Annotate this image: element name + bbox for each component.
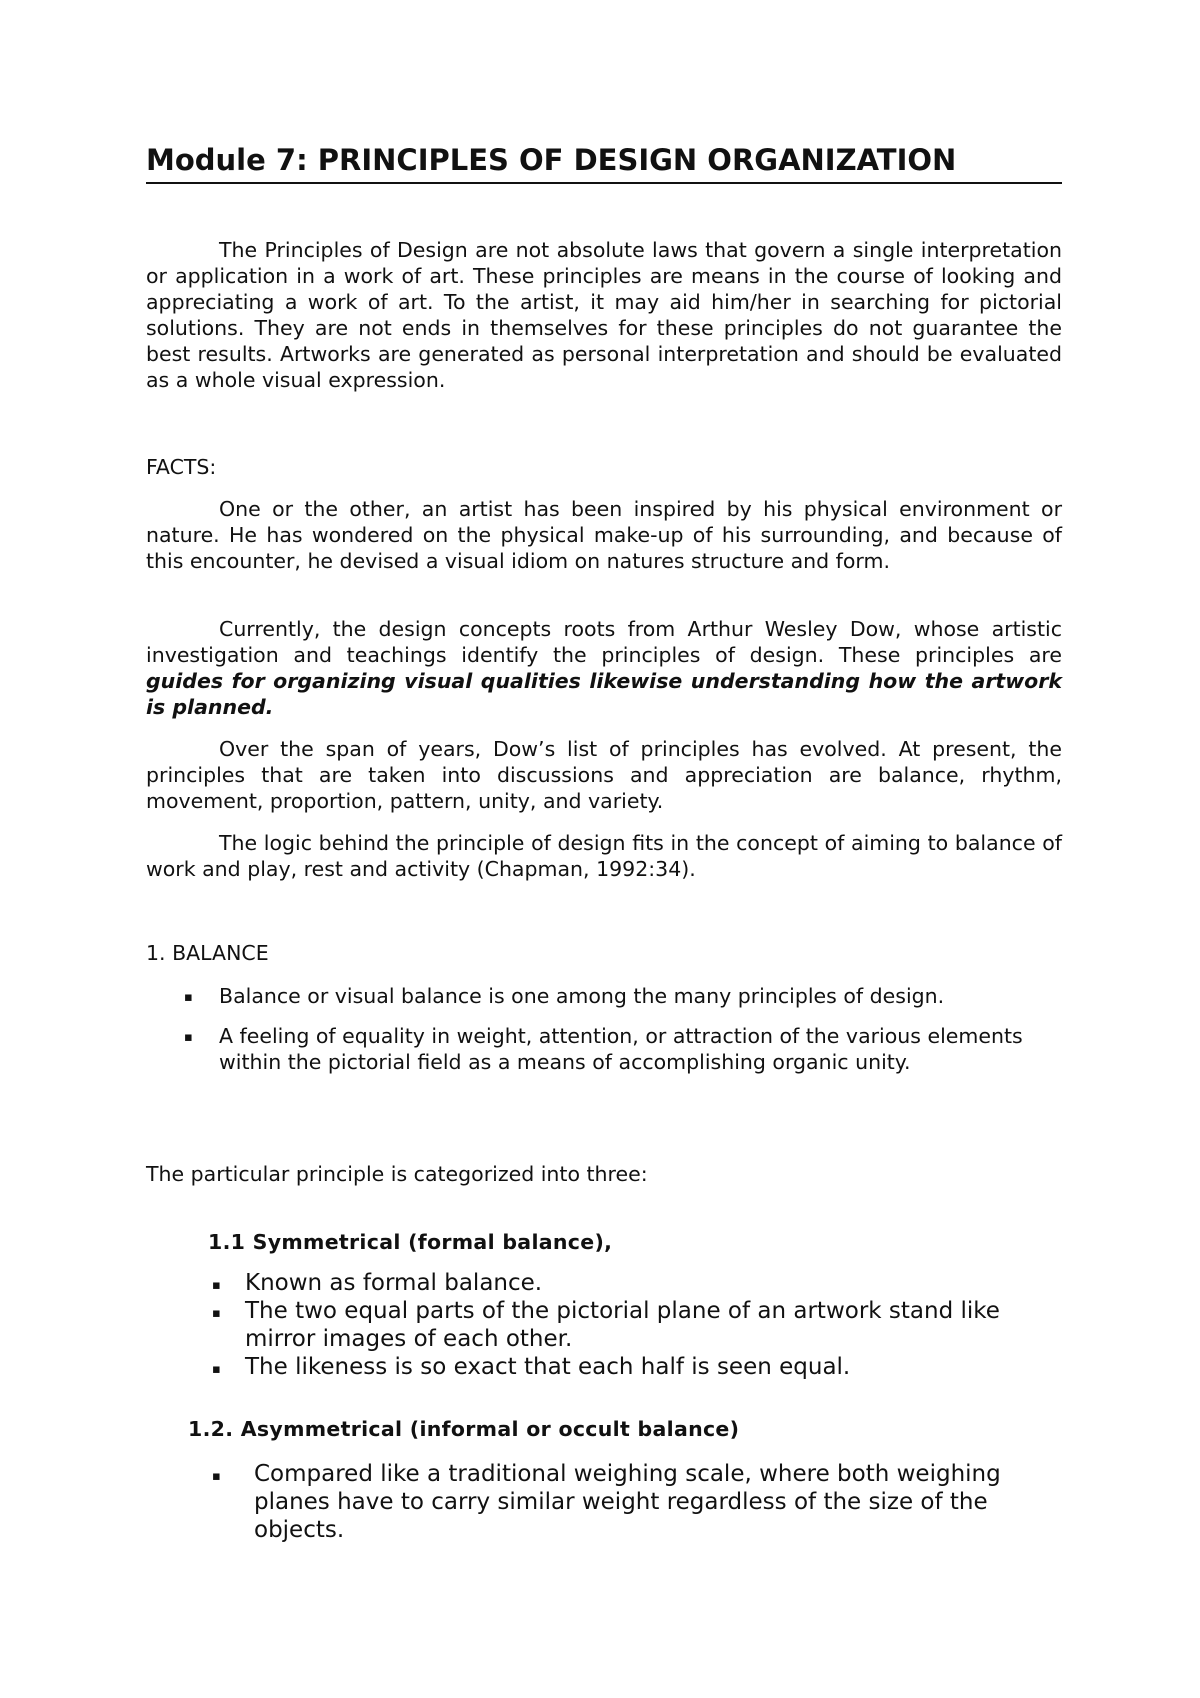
- symmetrical-bullet-list: [209, 1269, 1062, 1381]
- asymmetrical-bullet-list: [209, 1460, 1062, 1544]
- page-title: Module 7: PRINCIPLES OF DESIGN ORGANIZATION: [146, 140, 1062, 184]
- bullet-icon: ▪: [184, 1030, 193, 1045]
- list-item-text: Balance or visual balance is one among the many principles of design.: [219, 984, 945, 1008]
- asymmetrical-heading: 1.2. Asymmetrical (informal or occult balance): [188, 1417, 740, 1441]
- symmetrical-heading: 1.1 Symmetrical (formal balance),: [208, 1230, 613, 1254]
- facts-paragraph-2-text: Currently, the design concepts roots from Arthur Wesley Dow, whose artistic investigation and teachings identify the principles of design. These principles are: [146, 617, 1062, 667]
- categorized-text: The particular principle is categorized into three:: [146, 1162, 648, 1186]
- list-item-text: The two equal parts of the pictorial plane of an artwork stand like mirror images of each other.: [245, 1298, 1000, 1352]
- facts-heading: FACTS:: [146, 455, 217, 479]
- list-item: [209, 1460, 1062, 1544]
- list-item: [209, 1297, 1062, 1353]
- balance-heading: 1. BALANCE: [146, 941, 269, 965]
- bullet-icon: ▪: [212, 1306, 221, 1321]
- facts-paragraph-2: [146, 616, 1062, 720]
- list-item-text: The likeness is so exact that each half is seen equal.: [245, 1354, 851, 1380]
- bullet-icon: ▪: [184, 990, 193, 1005]
- bullet-icon: ▪: [212, 1362, 221, 1377]
- facts-paragraph-3: Over the span of years, Dow’s list of principles has evolved. At present, the principles that are taken into discussions and appreciation are balance, rhythm, movement, proportion, pattern, unity, and variety.: [146, 737, 1062, 813]
- facts-paragraph-2-emphasis: guides for organizing visual qualities likewise understanding how the artwork is planned.: [146, 669, 1062, 719]
- facts-paragraph-1: One or the other, an artist has been inspired by his physical environment or nature. He has wondered on the physical make-up of his surrounding, and because of this encounter, he devised a visual idiom on natures structure and form.: [146, 497, 1062, 573]
- list-item-text: Known as formal balance.: [245, 1270, 543, 1296]
- list-item-text: A feeling of equality in weight, attention, or attraction of the various elements within the pictorial field as a means of accomplishing organic unity.: [219, 1024, 1023, 1074]
- bullet-icon: ▪: [212, 1469, 221, 1484]
- bullet-icon: ▪: [212, 1278, 221, 1293]
- list-item: [146, 1023, 1062, 1075]
- intro-paragraph: The Principles of Design are not absolute laws that govern a single interpretation or application in a work of art. These principles are means in the course of looking and appreciating a work of art. To the artist, it may aid him/her in searching for pictorial solutions. They are not ends in themselves for these principles do not guarantee the best results. Artworks are generated as personal interpretation and should be evaluated as a whole visual expression.: [146, 238, 1062, 392]
- list-item: [146, 983, 1062, 1009]
- list-item: [209, 1269, 1062, 1297]
- facts-paragraph-4: The logic behind the principle of design fits in the concept of aiming to balance of work and play, rest and activity (Chapman, 1992:34).: [146, 831, 1062, 881]
- list-item-text: Compared like a traditional weighing scale, where both weighing planes have to carry similar weight regardless of the size of the objects.: [254, 1461, 1001, 1543]
- balance-bullet-list: [146, 983, 1062, 1089]
- list-item: [209, 1353, 1062, 1381]
